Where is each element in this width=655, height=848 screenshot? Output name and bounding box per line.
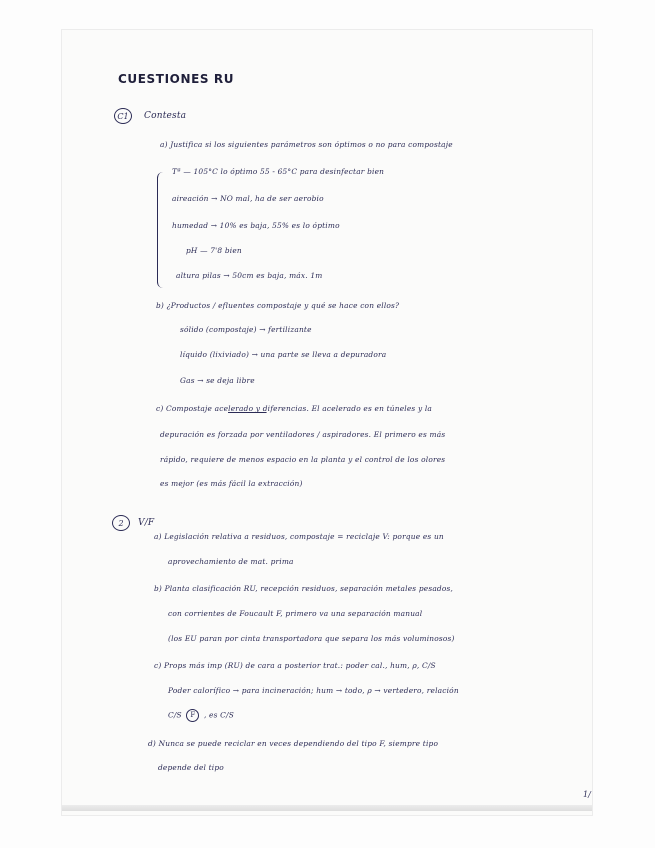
q1-c-underlined-word [228, 404, 267, 413]
q2-a-line: aprovechamiento de mat. prima [168, 557, 294, 566]
q1-a-line: pH — 7'8 bien [186, 246, 242, 255]
page-number: 1/ [583, 790, 591, 799]
q1-c-line: es mejor (es más fácil la extracción) [160, 479, 303, 488]
q1-c-line [156, 404, 432, 413]
q2-c-line [168, 709, 234, 722]
q1-a-line: altura pilas → 50cm es baja, máx. 1m [176, 271, 323, 280]
question-1-number: C1 [114, 108, 132, 124]
q1-a-line: aireación → NO mal, ha de ser aerobio [172, 194, 324, 203]
q1-c-text: c) Compostaje acelerado y diferencias. El acelerado es en túneles y la [156, 404, 433, 413]
q1-a-line: Tª — 105°C lo óptimo 55 - 65°C para desinfectar bien [172, 167, 385, 176]
q2-b-line: (los EU paran por cinta transportadora que separa los más voluminosos) [168, 634, 455, 643]
q2-c-ratio: C/S [168, 710, 182, 720]
q2-d-line: depende del tipo [158, 763, 224, 772]
q2-c-line: c) Props más imp (RU) de cara a posterior trat.: poder cal., hum, ρ, C/S [154, 661, 436, 670]
paper-bottom-edge [62, 805, 592, 811]
q1-c-line: depuración es forzada por ventiladores / aspiradores. El primero es más [160, 430, 446, 439]
page-title: CUESTIONES RU [118, 72, 235, 86]
q1-b-line: Gas → se deja libre [180, 376, 255, 385]
q1-a-heading: a) Justifica si los siguientes parámetros son óptimos o no para compostaje [160, 140, 453, 149]
q1-a-brace [157, 172, 164, 288]
q2-a-line: a) Legislación relativa a residuos, compostaje = reciclaje V: porque es un [154, 532, 444, 541]
q2-b-line: b) Planta clasificación RU, recepción residuos, separación metales pesados, [154, 584, 454, 593]
q1-b-line: sólido (compostaje) → fertilizante [180, 325, 312, 334]
q2-d-line: d) Nunca se puede reciclar en veces dependiendo del tipo F, siempre tipo [148, 739, 439, 748]
q1-b-heading: b) ¿Productos / efluentes compostaje y qué se hace con ellos? [156, 301, 400, 310]
question-2-label: V/F [138, 518, 155, 528]
circled-false-mark: F [186, 709, 199, 722]
q1-a-line: humedad → 10% es baja, 55% es lo óptimo [172, 221, 340, 230]
q2-b-line: con corrientes de Foucault F, primero va una separación manual [168, 609, 423, 618]
q2-c-ratio-end: , es C/S [203, 710, 234, 720]
q1-c-line: rápido, requiere de menos espacio en la planta y el control de los olores [160, 455, 446, 464]
q1-b-line: líquido (lixiviado) → una parte se lleva a depuradora [180, 350, 387, 359]
question-2-number: 2 [112, 515, 130, 531]
q2-c-line: Poder calorífico → para incineración; hum → todo, ρ → vertedero, relación [168, 686, 459, 695]
question-1-label: Contesta [144, 111, 187, 121]
